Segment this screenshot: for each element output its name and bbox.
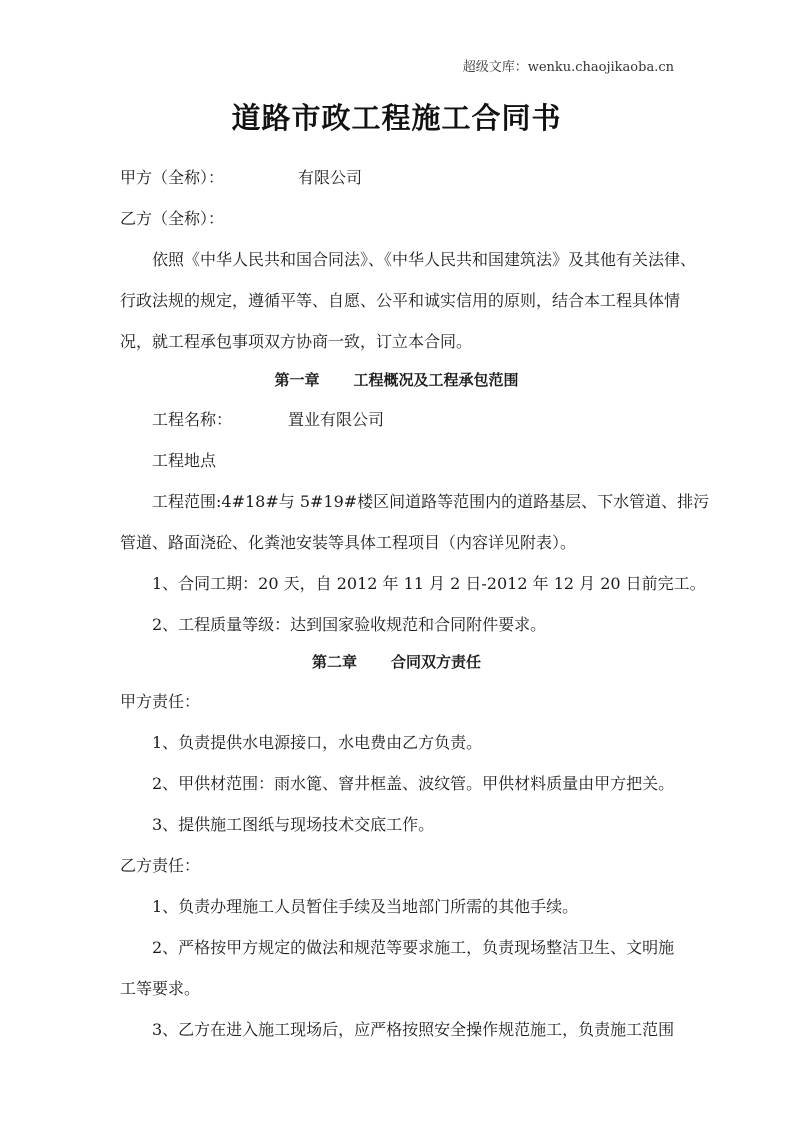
scope-line-1: 工程范围:4#18#与 5#19#楼区间道路等范围内的道路基层、下水管道、排污 xyxy=(152,492,710,511)
chapter2-heading xyxy=(0,652,793,672)
party-b-duty-3: 3、乙方在进入施工现场后，应严格按照安全操作规范施工，负责施工范围 xyxy=(152,1020,675,1039)
quality-grade-item: 2、工程质量等级：达到国家验收规范和合同附件要求。 xyxy=(152,615,547,634)
project-name-line xyxy=(152,410,384,430)
party-b-duties-heading: 乙方责任： xyxy=(120,856,201,875)
party-b-duty-1: 1、负责办理施工人员暂住手续及当地部门所需的其他手续。 xyxy=(152,897,579,916)
preamble-line-2: 行政法规的规定，遵循平等、自愿、公平和诚实信用的原则，结合本工程具体情 xyxy=(120,291,681,310)
document-title: 道路市政工程施工合同书 xyxy=(231,101,562,135)
party-a-line xyxy=(120,168,362,188)
scope-line-2: 管道、路面浇砼、化粪池安装等具体工程项目（内容详见附表）。 xyxy=(120,533,577,552)
party-b-duty-2-cont: 工等要求。 xyxy=(120,979,201,998)
party-a-duty-3: 3、提供施工图纸与现场技术交底工作。 xyxy=(152,815,435,834)
watermark: 超级文库：wenku.chaojikaoba.cn xyxy=(462,60,674,75)
chapter1-heading xyxy=(0,370,793,390)
party-a-duty-2: 2、甲供材范围：雨水篦、窨井框盖、波纹管。甲供材料质量由甲方把关。 xyxy=(152,774,675,793)
party-b-duty-2: 2、严格按甲方规定的做法和规范等要求施工，负责现场整洁卫生、文明施 xyxy=(152,938,675,957)
project-name-value: 置业有限公司 xyxy=(288,410,385,429)
project-name-label: 工程名称： xyxy=(152,410,233,429)
party-b-line xyxy=(120,209,224,229)
chapter2-title: 合同双方责任 xyxy=(391,653,482,671)
chapter2-number: 第二章 xyxy=(311,653,357,671)
party-a-label: 甲方（全称）： xyxy=(120,168,225,187)
project-location-label: 工程地点 xyxy=(152,451,217,470)
preamble-line-3: 况，就工程承包事项双方协商一致，订立本合同。 xyxy=(120,332,473,351)
party-b-label: 乙方（全称）： xyxy=(120,209,225,228)
contract-period-item: 1、合同工期：20 天，自 2012 年 11 月 2 日-2012 年 12 月 20 日前完工。 xyxy=(152,574,706,593)
chapter1-number: 第一章 xyxy=(274,371,320,389)
party-a-value: 有限公司 xyxy=(298,168,363,187)
party-a-duties-heading: 甲方责任： xyxy=(120,692,201,711)
party-a-duty-1: 1、负责提供水电源接口，水电费由乙方负责。 xyxy=(152,733,483,752)
preamble-line-1: 依照《中华人民共和国合同法》、《中华人民共和国建筑法》及其他有关法律、 xyxy=(152,250,697,269)
chapter1-title: 工程概况及工程承包范围 xyxy=(353,371,519,389)
